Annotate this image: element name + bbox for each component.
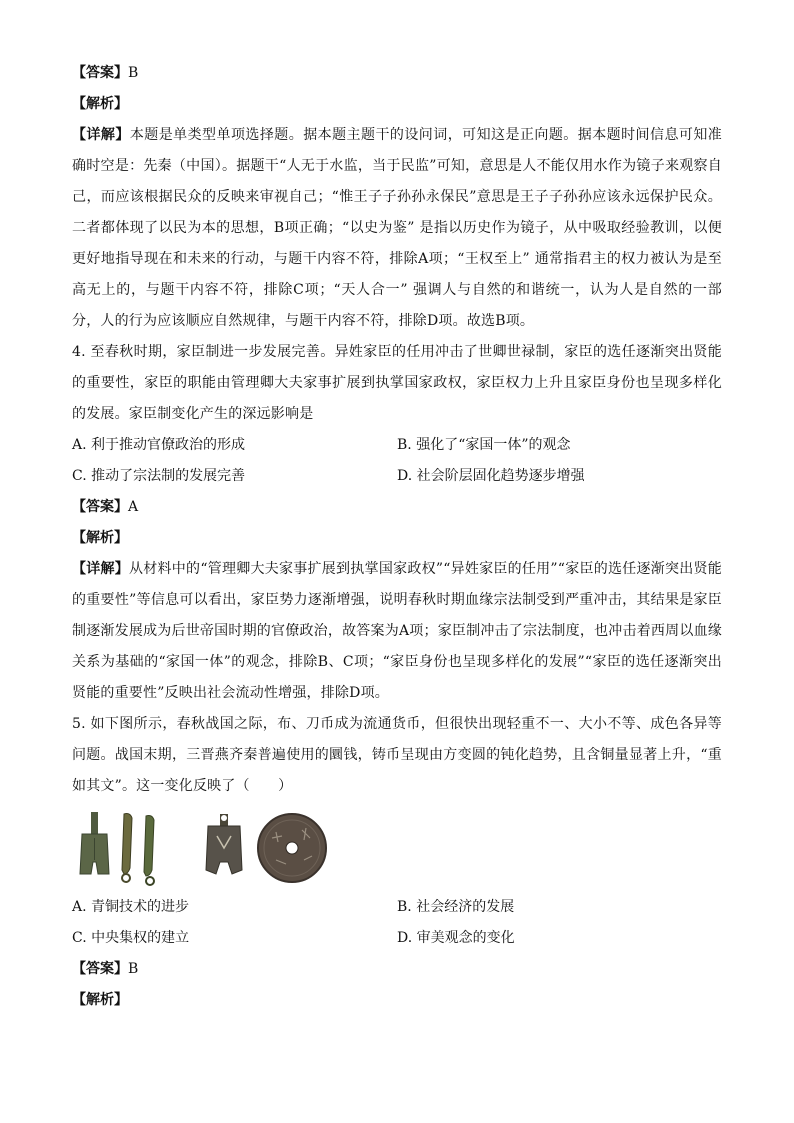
q4-options-row-2 <box>72 461 722 492</box>
q3-answer-line <box>72 58 722 89</box>
q5-options-row-2 <box>72 923 722 954</box>
detail-text: 从材料中的“管理卿大夫家事扩展到执掌国家政权”“异姓家臣的任用”“家臣的选任逐渐突出贤能的重要性”等信息可以看出，家臣势力逐渐增强，说明春秋时期血缘宗法制受到严重冲击，其结果是家臣制逐渐发展成为后世帝国时期的官僚政治，故答案为A项；家臣制冲击了宗法制度，也冲击着西周以血缘关系为基础的“家国一体”的观念，排除B、C项；“家臣身份也呈现多样化的发展”“家臣的选任逐渐突出贤能的重要性”反映出社会流动性增强，排除D项。 <box>72 561 722 701</box>
q4-option-c: C. 推动了宗法制的发展完善 <box>72 468 246 484</box>
spade-coin-icon <box>80 812 109 874</box>
knife-coin-icon <box>122 814 132 883</box>
q4-stem: 4. 至春秋时期，家臣制进一步发展完善。异姓家臣的任用冲击了世卿世禄制，家臣的选任逐渐突出贤能的重要性，家臣的职能由管理卿大夫家事扩展到执掌国家政权，家臣权力上升且家臣身份也呈现多样化的发展。家臣制变化产生的深远影响是 <box>72 344 722 422</box>
q4-option-b: B. 强化了“家国一体”的观念 <box>397 437 571 453</box>
pointed-spade-coin-icon <box>206 814 242 874</box>
ancient-coins-illustration <box>72 808 332 890</box>
q5-option-b: B. 社会经济的发展 <box>397 899 515 915</box>
q4-option-d: D. 社会阶层固化趋势逐步增强 <box>397 468 585 484</box>
q5-stem: 5. 如下图所示，春秋战国之际，布、刀币成为流通货币，但很快出现轻重不一、大小不等、成色各异等问题。战国末期，三晋燕齐秦普遍使用的圜钱，铸币呈现由方变圆的钝化趋势，且含铜量显著上升，“重如其文”。这一变化反映了（ ） <box>72 716 722 794</box>
q5-options-row-1 <box>72 892 722 923</box>
answer-tag: 【答案】 <box>72 65 128 81</box>
q4-option-a: A. 利于推动官僚政治的形成 <box>72 437 246 453</box>
q4-options-row-1 <box>72 430 722 461</box>
q5-option-c: C. 中央集权的建立 <box>72 930 190 946</box>
answer-value: B <box>128 961 139 977</box>
answer-tag: 【答案】 <box>72 499 128 515</box>
answer-value: B <box>128 65 139 81</box>
knife-coin-icon <box>144 816 154 886</box>
detail-tag: 【详解】 <box>72 561 130 577</box>
q5-analysis-heading: 【解析】 <box>72 992 128 1008</box>
q3-analysis-heading: 【解析】 <box>72 96 128 112</box>
coins-image <box>72 808 722 890</box>
q4-detail <box>72 554 722 709</box>
answer-value: A <box>128 499 139 515</box>
round-coin-icon <box>258 814 326 882</box>
q4-analysis-heading: 【解析】 <box>72 530 128 546</box>
q3-detail <box>72 120 722 337</box>
q5-option-a: A. 青铜技术的进步 <box>72 899 190 915</box>
q4-answer-line <box>72 492 722 523</box>
document-page <box>72 58 722 1016</box>
q5-option-d: D. 审美观念的变化 <box>397 930 515 946</box>
detail-tag: 【详解】 <box>72 127 130 143</box>
answer-tag: 【答案】 <box>72 961 128 977</box>
detail-text: 本题是单类型单项选择题。据本题主题干的设问词，可知这是正向题。据本题时间信息可知准确时空是：先秦（中国）。据题干“人无于水监，当于民监”可知，意思是人不能仅用水作为镜子来观察自己，而应该根据民众的反映来审视自己；“惟王子子孙孙永保民”意思是王子子孙孙应该永远保护民众。二者都体现了以民为本的思想，B项正确；“以史为鉴” 是指以历史作为镜子，从中吸取经验教训，以便更好地指导现在和未来的行动，与题干内容不符，排除A项；“王权至上” 通常指君主的权力被认为是至高无上的，与题干内容不符，排除C项；“天人合一” 强调人与自然的和谐统一，认为人是自然的一部分，人的行为应该顺应自然规律，与题干内容不符，排除D项。故选B项。 <box>72 127 722 329</box>
q5-answer-line <box>72 954 722 985</box>
